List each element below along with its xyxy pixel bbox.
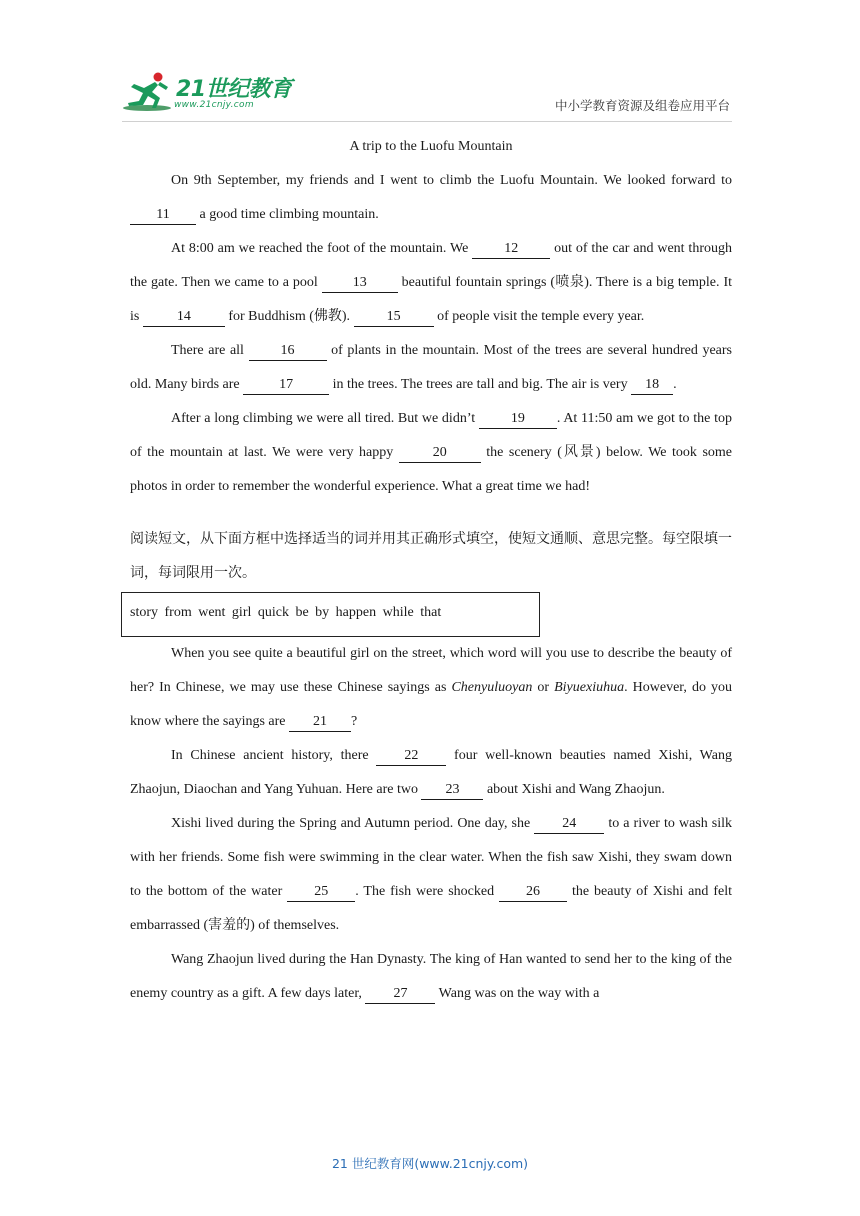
word-box-words: story from went girl quick be by happen while that	[130, 605, 442, 620]
logo-url: www.21cnjy.com	[174, 100, 254, 110]
section-gap	[130, 504, 732, 522]
blank-17[interactable]: 17	[243, 376, 329, 395]
instruction-text: 阅读短文，从下面方框中选择适当的词并用其正确形式填空，使短文通顺、意思完整。每空限填一词，每词限用一次。	[130, 531, 732, 581]
paragraph: At 8:00 am we reached the foot of the mountain. We 12 out of the car and went through the gate. Then we came to a pool 13 beautiful fountain springs (喷泉). There is a big temple. It is 14 for Buddhism (佛教). 15 of people visit the temple every year.	[130, 232, 732, 334]
blank-22[interactable]: 22	[376, 747, 446, 766]
header-platform-text: 中小学教育资源及组卷应用平台	[554, 98, 730, 113]
blank-12[interactable]: 12	[472, 240, 550, 259]
saying-2: Biyuexiuhua	[554, 680, 625, 695]
paragraph: Xishi lived during the Spring and Autumn period. One day, she 24 to a river to wash silk with her friends. Some fish were swimming in the clear water. When the fish saw Xishi, they swam down to the bottom of the water 25 . The fish were shocked 26 the beauty of Xishi and felt embarrassed (害羞的) of themselves.	[130, 816, 733, 933]
paragraph: When you see quite a beautiful girl on the street, which word will you use to describe the beauty of her? In Chinese, we may use these Chinese sayings as Chenyuluoyan or Biyuexiuhua. However, do you know where the sayings are 21 ?	[130, 637, 732, 739]
runner-icon	[122, 70, 172, 114]
blank-23[interactable]: 23	[421, 781, 483, 800]
blank-15[interactable]: 15	[354, 308, 434, 327]
blank-21[interactable]: 21	[289, 713, 351, 732]
site-logo	[122, 70, 292, 116]
blank-27[interactable]: 27	[365, 985, 435, 1004]
paragraph: After a long climbing we were all tired. But we didn’t 19 . At 11:50 am we got to the top of the mountain at last. We were very happy 20 the scenery (风景) below. We took some photos in order to remember the wonderful experience. What a great time we had!	[130, 411, 732, 494]
blank-16[interactable]: 16	[249, 342, 327, 361]
page-footer: 21 世纪教育网(www.21cnjy.com)	[331, 1156, 529, 1171]
logo-text: 21世纪教育	[176, 77, 292, 102]
page-header	[0, 0, 860, 125]
blank-19[interactable]: 19	[479, 410, 557, 429]
paragraph: On 9th September, my friends and I went to climb the Luofu Mountain. We looked forward to 11 a good time climbing mountain.	[130, 164, 732, 232]
document-body	[130, 130, 732, 1011]
paragraph: In Chinese ancient history, there 22 four well-known beauties named Xishi, Wang Zhaojun, Diaochan and Yang Yuhuan. Here are two 23 about Xishi and Wang Zhaojun.	[130, 739, 732, 807]
blank-20[interactable]: 20	[399, 444, 481, 463]
paragraph: Wang Zhaojun lived during the Han Dynasty. The king of Han wanted to send her to the king of the enemy country as a gift. A few days later, 27 Wang was on the way with a	[130, 943, 732, 1011]
paragraph: There are all 16 of plants in the mountain. Most of the trees are several hundred years old. Many birds are 17 in the trees. The trees are tall and big. The air is very 18 .	[130, 334, 732, 402]
saying-1: Chenyuluoyan	[451, 680, 533, 695]
blank-11[interactable]: 11	[130, 206, 196, 225]
passage-title: A trip to the Luofu Mountain	[349, 139, 513, 154]
header-divider	[122, 121, 732, 122]
blank-18[interactable]: 18	[631, 376, 673, 395]
word-box	[121, 592, 540, 637]
blank-25[interactable]: 25	[287, 883, 355, 902]
blank-13[interactable]: 13	[322, 274, 398, 293]
blank-26[interactable]: 26	[499, 883, 567, 902]
blank-24[interactable]: 24	[534, 815, 604, 834]
blank-14[interactable]: 14	[143, 308, 225, 327]
